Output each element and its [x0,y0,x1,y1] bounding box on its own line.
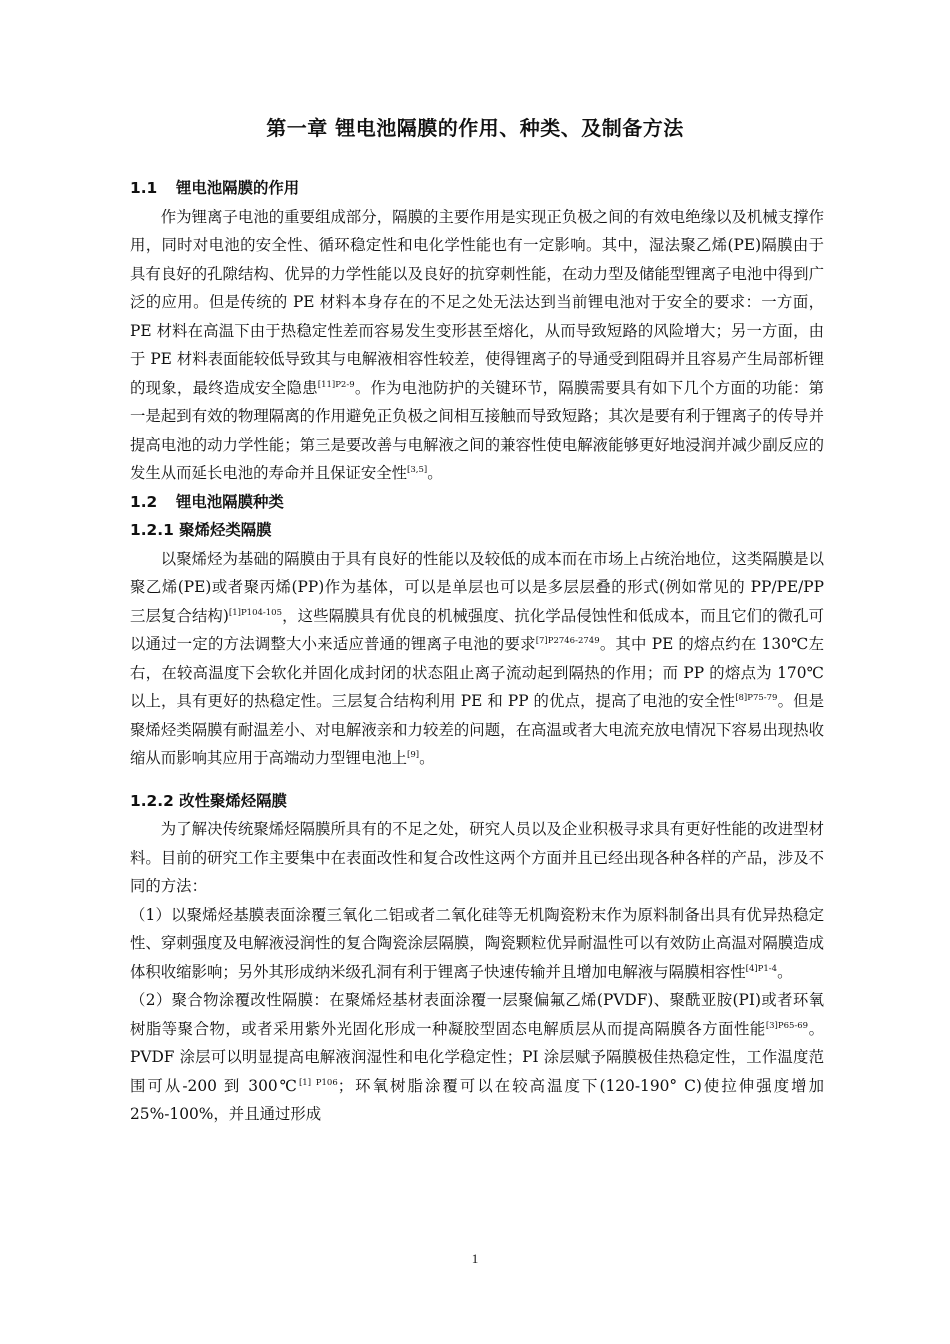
paragraph-modified: 为了解决传统聚烯烃隔膜所具有的不足之处，研究人员以及企业积极寻求具有更好性能的改进型材料。目前的研究工作主要集中在表面改性和复合改性这两个方面并且已经出现各种各样的产品，涉及不同的方法： [130,820,824,895]
section-number: 1.2 [130,492,158,511]
paragraph-text: 。作为电池防护的关键环节，隔膜需要具有如下几个方面的功能：第一是起到有效的物理隔离的作用避免正负极之间相互接触而导致短路；其次是要有利于锂离子的传导并提高电池的动力学性能；第三是要改善与电解液之间的兼容性使电解液能够更好地浸润并减少副反应的发生从而延长电池的寿命并且保证安全性 [130,378,824,482]
citation: [4]P1-4 [745,963,778,974]
citation: [9] [407,750,420,760]
chapter-title: 第一章 锂电池隔膜的作用、种类、及制备方法 [266,116,684,140]
citation: [3,5] [407,465,428,475]
paragraph-separator-role [130,203,824,488]
subsection-heading-1-2-1: 1.2.1 聚烯烃类隔膜 [130,521,272,539]
citation: [7]P2746-2749 [535,636,600,646]
paragraph-text: （1）以聚烯烃基膜表面涂覆三氧化二铝或者二氧化硅等无机陶瓷粉末作为原料制备出具有优异热稳定性、穿刺强度及电解液浸润性的复合陶瓷涂层隔膜，陶瓷颗粒优异耐温性可以有效防止高温对隔膜造成体积收缩影响；另外其形成纳米级孔洞有利于锂离子快速传输并且增加电解液与隔膜相容性 [130,905,824,981]
section-title: 锂电池隔膜种类 [176,492,284,511]
paragraph-text: 。PVDF 涂层可以明显提高电解液润湿性和电化学稳定性；PI 涂层赋予隔膜极佳热稳定性，工作温度范围可从-200 到 300℃ [130,1019,824,1095]
list-item-1 [130,901,824,987]
citation: [11]P2-9 [317,379,355,390]
body-content [130,174,824,1129]
paragraph-text: ；环氧树脂涂覆可以在较高温度下(120-190° C)使拉伸强度增加 25%-100%，并且通过形成 [130,1076,824,1123]
section-heading-1-1 [130,174,824,203]
paragraph-text: 作为锂离子电池的重要组成部分，隔膜的主要作用是实现正负极之间的有效电绝缘以及机械支撑作用，同时对电池的安全性、循环稳定性和电化学性能也有一定影响。其中，湿法聚乙烯(PE)隔膜由于具有良好的孔隙结构、优异的力学性能以及良好的抗穿刺性能，在动力型及储能型锂离子电池中得到广泛的应用。但是传统的 PE 材料本身存在的不足之处无法达到当前锂电池对于安全的要求：一方面，PE 材料在高温下由于热稳定性差而容易发生变形甚至熔化，从而导致短路的风险增大；另一方面，由于 PE 材料表面能较低导致其与电解液相容性较差，使得锂离子的导通受到阻碍并且容易产生局部析锂的现象，最终造成安全隐患 [130,207,824,397]
paragraph-text: 。 [777,962,793,981]
paragraph-text: （2）聚合物涂覆改性隔膜：在聚烯烃基材表面涂覆一层聚偏氟乙烯(PVDF)、聚酰亚胺(PI)或者环氧树脂等聚合物，或者采用紫外光固化形成一种凝胶型固态电解质层从而提高隔膜各方面性能 [130,991,824,1038]
section-heading-1-2 [130,488,824,517]
section-number: 1.1 [130,179,158,197]
paragraph-text: ，这些隔膜具有优良的机械强度、抗化学品侵蚀性和低成本，而且它们的微孔可以通过一定的方法调整大小来适应普通的锂离子电池的要求 [130,606,824,653]
spacer [130,773,824,787]
paragraph-text: 以聚烯烃为基础的隔膜由于具有良好的性能以及较低的成本而在市场上占统治地位，这类隔膜是以聚乙烯(PE)或者聚丙烯(PP)作为基体，可以是单层也可以是多层层叠的形式(例如常见的 PP/PE/PP 三层复合结构) [130,549,824,625]
citation: [3]P65-69 [765,1020,809,1031]
paragraph-polyolefin [130,545,824,773]
paragraph-text: 。其中 PE 的熔点约在 130℃左右，在较高温度下会软化并固化成封闭的状态阻止离子流动起到隔热的作用；而 PP 的熔点为 170℃以上，具有更好的热稳定性。三层复合结构利用 PE 和 PP 的优点，提高了电池的安全性 [130,635,824,710]
paragraph-text: 。 [419,749,435,767]
paragraph-text: 。 [427,464,443,482]
paragraph-text: 。但是聚烯烃类隔膜有耐温差小、对电解液亲和力较差的问题，在高温或者大电流充放电情况下容易出现热收缩从而影响其应用于高端动力型锂电池上 [130,692,824,767]
subsection-heading-1-2-2: 1.2.2 改性聚烯烃隔膜 [130,791,287,810]
page-number: 1 [471,1251,479,1266]
citation: [1] P106 [298,1077,338,1088]
citation: [1]P104-105 [228,607,283,618]
citation: [8]P75-79 [735,693,778,703]
list-item-2 [130,986,824,1129]
section-title: 锂电池隔膜的作用 [176,179,300,197]
